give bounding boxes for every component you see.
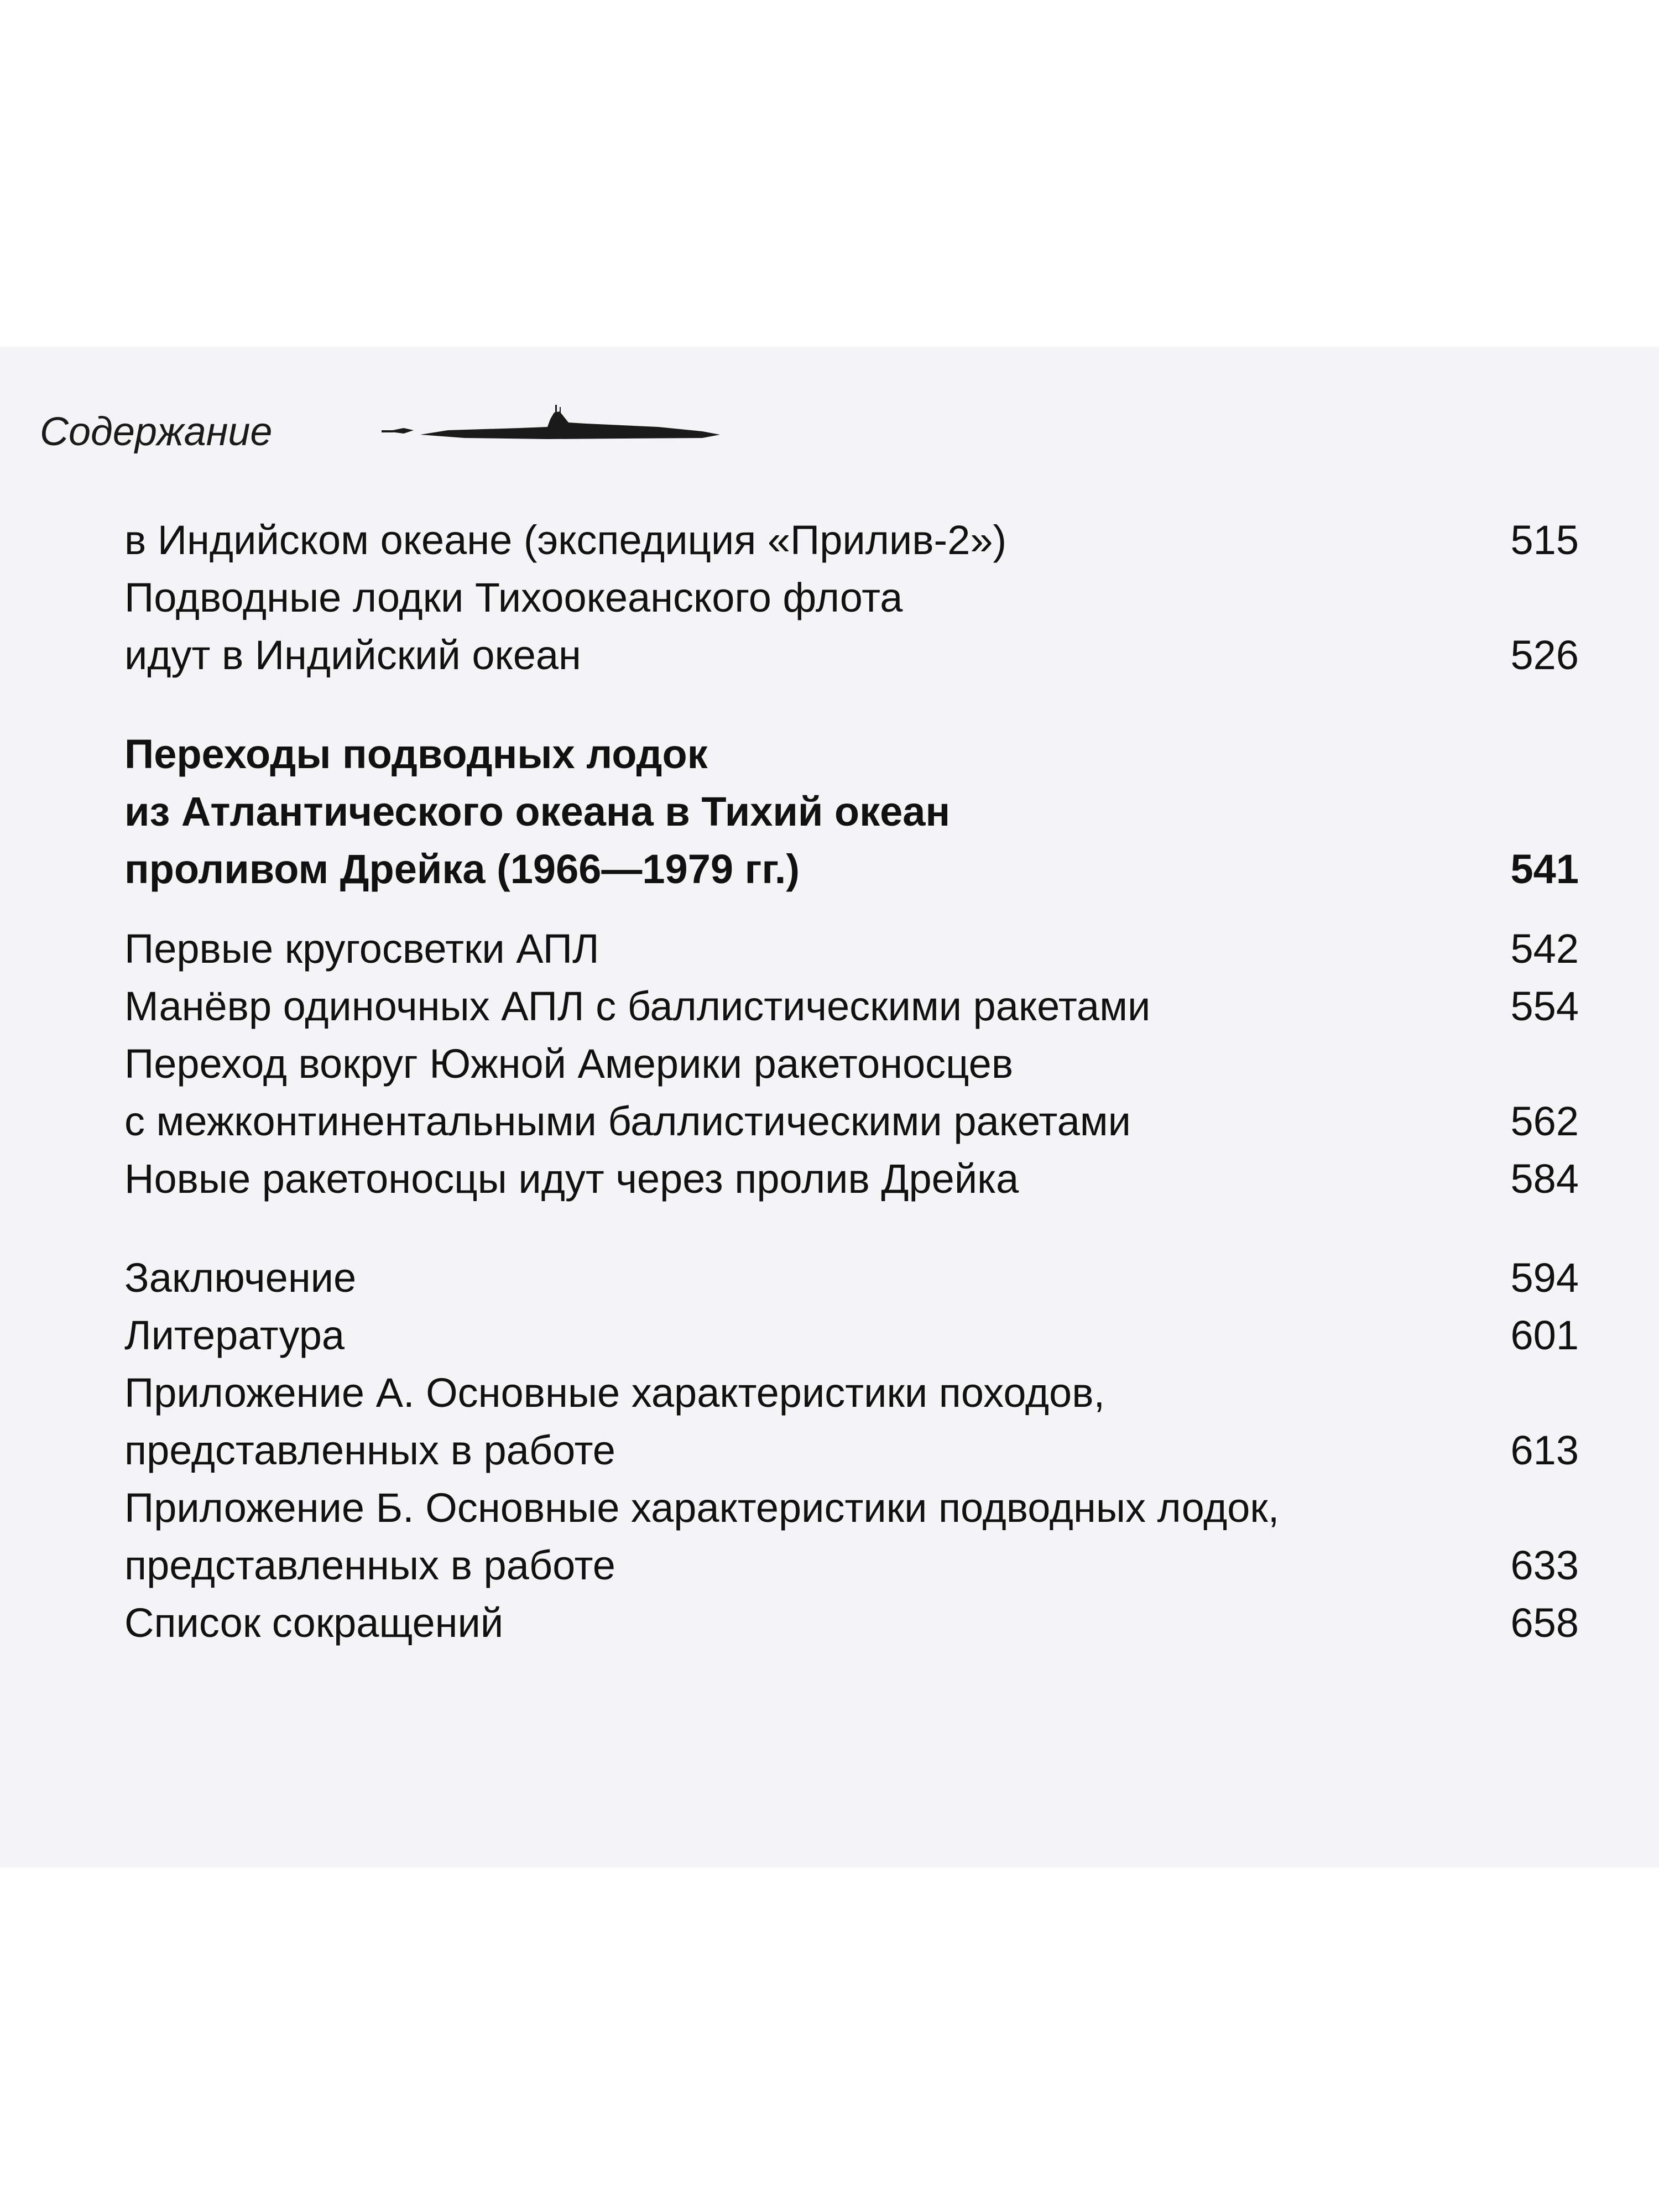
toc-page-number: 562 <box>1510 1098 1579 1144</box>
toc-entry-title <box>124 726 1579 898</box>
toc-entry-title <box>124 1594 1579 1652</box>
toc-entry-title <box>124 1035 1579 1150</box>
submarine-icon <box>382 403 724 452</box>
toc-entry-line: Переход вокруг Южной Америки ракетоносцев <box>124 1041 1014 1087</box>
toc-page-number: 658 <box>1510 1600 1579 1646</box>
header-title: Содержание <box>40 410 273 454</box>
toc-page-number: 526 <box>1510 632 1579 678</box>
toc-entry-line: Список сокращений <box>124 1600 504 1646</box>
toc-entry-line: Первые кругосветки АПЛ <box>124 926 599 972</box>
toc-entry-title <box>124 1479 1579 1594</box>
toc-entry-title <box>124 1364 1579 1479</box>
toc-entry-line: Подводные лодки Тихоокеанского флота <box>124 575 903 620</box>
toc-entry <box>124 1364 1579 1479</box>
toc-entry <box>124 1594 1579 1652</box>
toc-entry-title <box>124 978 1579 1035</box>
toc-page-number: 633 <box>1510 1542 1579 1588</box>
toc-page-number: 541 <box>1510 846 1579 892</box>
toc-entry <box>124 569 1579 684</box>
toc-entry-line: в Индийском океане (экспедиция «Прилив-2») <box>124 517 1007 563</box>
toc-page-number: 613 <box>1510 1427 1579 1473</box>
toc-page-number: 594 <box>1510 1255 1579 1301</box>
toc-page-number: 584 <box>1510 1156 1579 1202</box>
toc-page-number: 601 <box>1510 1312 1579 1358</box>
toc-entry-line: Приложение Б. Основные характеристики подводных лодок, <box>124 1485 1280 1531</box>
toc-entry-line: проливом Дрейка (1966—1979 гг.) <box>124 846 800 892</box>
toc-entry <box>124 1150 1579 1208</box>
toc-entry <box>124 978 1579 1035</box>
toc-entry-title <box>124 920 1579 978</box>
toc-entry <box>124 1035 1579 1150</box>
toc-entry-line: Переходы подводных лодок <box>124 731 708 777</box>
toc-entry-title <box>124 1150 1579 1208</box>
toc-entry-title <box>124 512 1579 569</box>
toc-entry-line: из Атлантического океана в Тихий океан <box>124 789 951 834</box>
toc-spacer <box>124 684 1579 726</box>
toc-entry <box>124 1249 1579 1307</box>
toc-entry <box>124 1479 1579 1594</box>
toc-entry-line: представленных в работе <box>124 1427 615 1473</box>
toc-entry <box>124 512 1579 569</box>
table-of-contents <box>124 512 1579 1652</box>
toc-entry-line: с межконтинентальными баллистическими ракетами <box>124 1098 1131 1144</box>
toc-entry-title <box>124 569 1579 684</box>
toc-spacer <box>124 898 1579 920</box>
toc-entry-line: Заключение <box>124 1255 357 1301</box>
toc-entry-line: Литература <box>124 1312 345 1358</box>
toc-entry-line: Новые ракетоносцы идут через пролив Дрейка <box>124 1156 1019 1202</box>
running-header <box>40 409 272 455</box>
toc-entry-title <box>124 1307 1579 1364</box>
toc-page-number: 554 <box>1510 983 1579 1029</box>
toc-entry-line: представленных в работе <box>124 1542 615 1588</box>
toc-page-number: 515 <box>1510 517 1579 563</box>
toc-entry-line: идут в Индийский океан <box>124 632 581 678</box>
toc-entry <box>124 1307 1579 1364</box>
toc-entry-line: Манёвр одиночных АПЛ с баллистическими ракетами <box>124 983 1151 1029</box>
toc-spacer <box>124 1208 1579 1249</box>
toc-entry <box>124 920 1579 978</box>
toc-entry-title <box>124 1249 1579 1307</box>
toc-section-heading <box>124 726 1579 898</box>
toc-entry-line: Приложение А. Основные характеристики походов, <box>124 1370 1105 1416</box>
toc-page-number: 542 <box>1510 926 1579 972</box>
